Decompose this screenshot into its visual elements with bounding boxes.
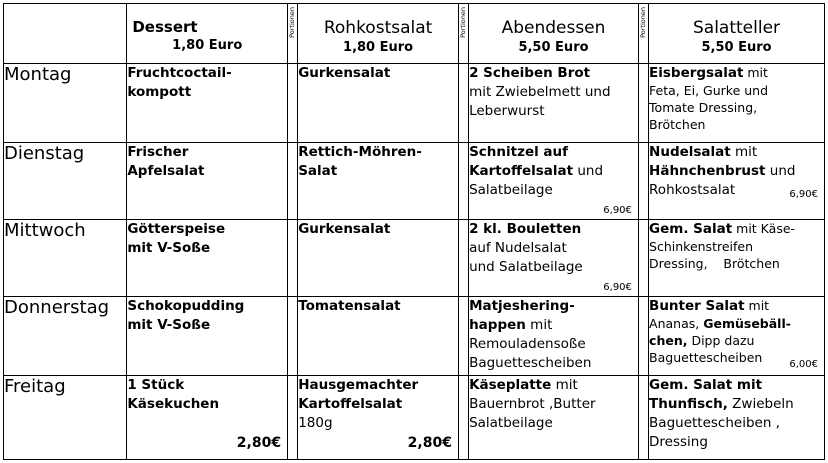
price-tag: 2,80€ <box>236 435 282 451</box>
dish-line: Rohkostsalat <box>649 182 736 198</box>
salatteller-cell <box>649 297 825 376</box>
salatteller-cell <box>649 64 825 143</box>
portion-column-header <box>288 4 298 64</box>
dish-bold: Bunter Salat <box>649 298 745 314</box>
portion-cell <box>288 297 298 376</box>
dish-text: Ananas, <box>649 316 704 331</box>
dish-line: Salatbeilage <box>469 415 553 431</box>
column-header-salatteller <box>649 4 825 64</box>
dish-text: mit <box>525 317 553 333</box>
rohkost-cell <box>298 376 459 460</box>
rohkost-cell <box>298 220 459 297</box>
dish-line: mit V-Soße <box>127 240 211 256</box>
price-tag: 6,00€ <box>789 359 818 370</box>
dish-bold: Nudelsalat <box>649 144 731 160</box>
dish-line: Brötchen <box>649 117 706 132</box>
dish-line <box>649 395 824 414</box>
dish-line <box>469 316 638 335</box>
dish-line <box>649 297 824 315</box>
dish-line: Tomate Dressing, <box>649 100 758 115</box>
column-name: Rohkostsalat <box>323 18 433 38</box>
dish-line: Apfelsalat <box>127 163 205 179</box>
portion-cell <box>288 64 298 143</box>
portion-cell <box>288 376 298 460</box>
dish-bold: Hähnchenbrust <box>649 163 766 179</box>
dish-line <box>649 315 824 332</box>
dish-line: Rettich-Möhren- <box>298 144 422 160</box>
dish-line: Gem. Salat mit <box>649 377 763 393</box>
dish-line: Götterspeise <box>127 221 226 237</box>
column-price: 1,80 Euro <box>172 38 243 53</box>
column-name: Abendessen <box>501 18 606 38</box>
dish-line <box>469 376 638 395</box>
dish-text: Dipp dazu <box>687 333 755 348</box>
rohkost-cell <box>298 143 459 220</box>
portion-cell <box>638 64 648 143</box>
dessert-cell <box>127 220 288 297</box>
abendessen-cell <box>469 220 639 297</box>
dish-line: 180g <box>298 415 333 431</box>
dish-bold: chen, <box>649 333 688 348</box>
dessert-cell <box>127 297 288 376</box>
abendessen-cell <box>469 376 639 460</box>
dish-text: mit <box>551 377 578 393</box>
portion-cell <box>458 220 468 297</box>
price-tag: 6,90€ <box>603 282 632 293</box>
day-label: Dienstag <box>4 143 127 220</box>
portion-column-header <box>458 4 468 64</box>
portion-cell <box>638 297 648 376</box>
portion-cell <box>458 143 468 220</box>
price-tag: 6,90€ <box>789 189 818 200</box>
dish-bold: Eisbergsalat <box>649 65 744 81</box>
dish-line: Kartoffelsalat <box>298 396 403 412</box>
dish-line: Dressing, Brötchen <box>649 256 780 271</box>
dish-line: Fruchtcoctail- <box>127 65 232 81</box>
day-label: Donnerstag <box>4 297 127 376</box>
salatteller-cell <box>649 376 825 460</box>
day-label: Montag <box>4 64 127 143</box>
column-header-abendessen <box>469 4 639 64</box>
dish-line <box>649 143 824 162</box>
dish-line: mit Zwiebelmett und <box>469 84 611 100</box>
dish-line: Käsekuchen <box>127 396 220 412</box>
dish-line: Gurkensalat <box>298 65 391 81</box>
dish-bold: Gem. Salat <box>649 221 733 237</box>
dish-bold: happen <box>469 317 526 333</box>
day-label: Mittwoch <box>4 220 127 297</box>
dish-line: Matjeshering- <box>469 298 575 314</box>
dish-line <box>649 332 824 349</box>
dessert-cell <box>127 143 288 220</box>
portion-cell <box>638 220 648 297</box>
dish-line: Feta, Ei, Gurke und <box>649 83 769 98</box>
abendessen-cell <box>469 297 639 376</box>
dish-line: Hausgemachter <box>298 377 419 393</box>
dish-text: und <box>765 163 796 179</box>
portion-cell <box>638 376 648 460</box>
column-price: 5,50 Euro <box>701 40 772 55</box>
portion-cell <box>458 297 468 376</box>
dish-line: 2 kl. Bouletten <box>469 221 582 237</box>
column-header-dessert <box>127 4 288 64</box>
dish-line: auf Nudelsalat <box>469 240 567 256</box>
salatteller-cell <box>649 143 825 220</box>
dish-line: und Salatbeilage <box>469 259 583 275</box>
column-header-rohkostsalat <box>298 4 459 64</box>
dish-line: Tomatensalat <box>298 298 401 314</box>
dish-line: Schnitzel auf <box>469 144 569 160</box>
dish-line: Bauernbrot ,Butter <box>469 396 596 412</box>
dish-line: Remouladensoße <box>469 336 586 352</box>
table-row <box>4 376 825 460</box>
dish-line: Salatbeilage <box>469 182 553 198</box>
table-row <box>4 220 825 297</box>
column-name: Dessert <box>132 18 198 36</box>
dish-text: mit <box>744 298 770 313</box>
header-row <box>4 4 825 64</box>
dessert-cell <box>127 376 288 460</box>
dish-line: Leberwurst <box>469 103 545 119</box>
column-price: 5,50 Euro <box>518 40 589 55</box>
portion-cell <box>638 143 648 220</box>
dish-line: Dressing <box>649 434 708 450</box>
dessert-cell <box>127 64 288 143</box>
dish-text: und <box>573 163 604 179</box>
abendessen-cell <box>469 143 639 220</box>
rohkost-cell <box>298 64 459 143</box>
abendessen-cell <box>469 64 639 143</box>
price-tag: 6,90€ <box>603 205 632 216</box>
table-row <box>4 64 825 143</box>
table-row <box>4 143 825 220</box>
portion-label: Portionen <box>288 7 297 38</box>
day-label: Freitag <box>4 376 127 460</box>
dish-line <box>649 64 824 82</box>
dish-line: Salat <box>298 163 338 179</box>
dish-text: mit <box>743 65 768 80</box>
dish-line: Baguettescheiben <box>649 350 763 365</box>
portion-label: Portionen <box>458 7 467 38</box>
portion-cell <box>458 376 468 460</box>
dish-line: 2 Scheiben Brot <box>469 65 591 81</box>
dish-line: Baguettescheiben , <box>649 415 780 431</box>
dish-line <box>649 220 824 238</box>
dish-line <box>469 162 638 181</box>
dish-bold: Gemüsebäll- <box>703 316 791 331</box>
dish-line: Schokopudding <box>127 298 245 314</box>
table-row <box>4 297 825 376</box>
salatteller-cell <box>649 220 825 297</box>
dish-bold: Thunfisch, <box>649 396 728 412</box>
dish-text: mit <box>730 144 758 160</box>
dish-line: 1 Stück <box>127 377 185 393</box>
portion-label: Portionen <box>638 7 647 38</box>
dish-line: Baguettescheiben <box>469 355 592 371</box>
dish-text: mit Käse- <box>732 221 796 236</box>
dish-line: Frischer <box>127 144 189 160</box>
dish-line: mit V-Soße <box>127 317 211 333</box>
portion-cell <box>288 143 298 220</box>
menu-table <box>3 3 825 460</box>
dish-bold: Kartoffelsalat <box>469 163 574 179</box>
portion-column-header <box>638 4 648 64</box>
column-price: 1,80 Euro <box>343 40 414 55</box>
price-tag: 2,80€ <box>407 435 452 451</box>
dish-line <box>649 162 824 181</box>
column-name: Salatteller <box>692 18 781 38</box>
dish-line: Schinkenstreifen <box>649 239 754 254</box>
dish-text: Zwiebeln <box>727 396 794 412</box>
dish-line: kompott <box>127 84 192 100</box>
dish-bold: Käseplatte <box>469 377 552 393</box>
portion-cell <box>458 64 468 143</box>
dish-line: Gurkensalat <box>298 221 391 237</box>
portion-cell <box>288 220 298 297</box>
rohkost-cell <box>298 297 459 376</box>
corner-cell <box>4 4 127 64</box>
